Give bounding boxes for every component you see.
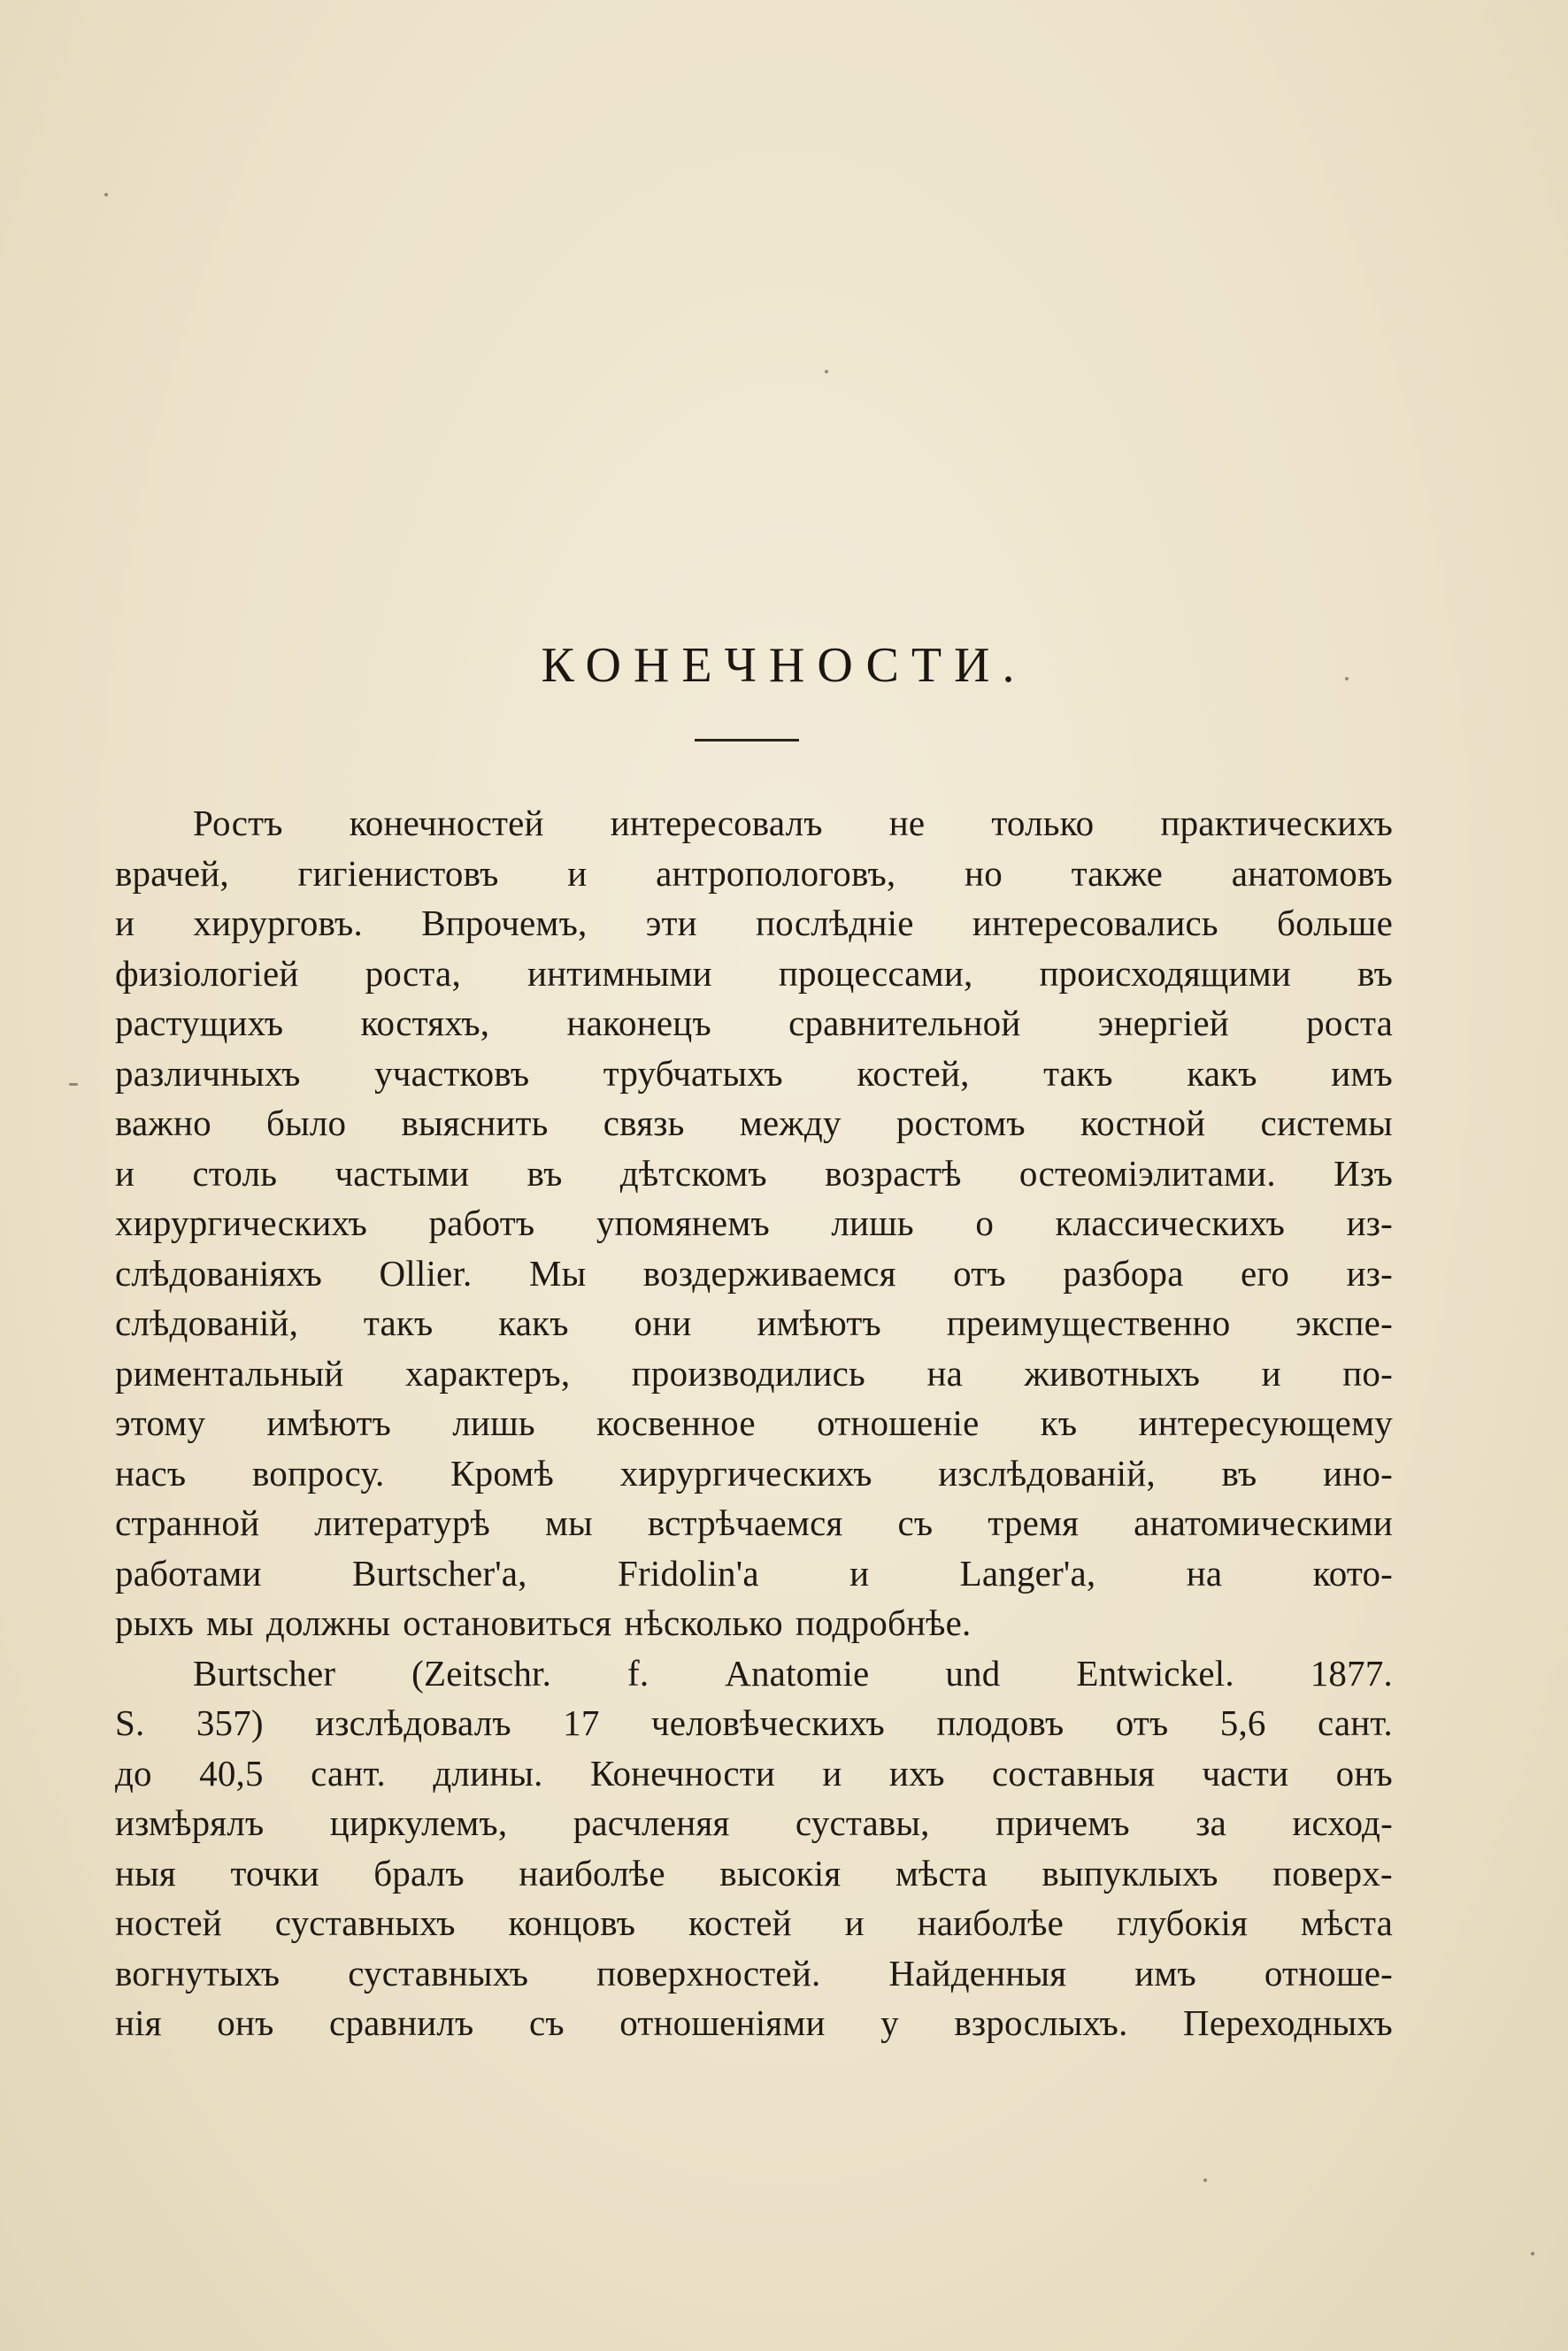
text-line [115,1498,1393,1548]
chapter-title: КОНЕЧНОСТИ. [541,638,1027,693]
word: хирурговъ. [193,903,363,943]
word: должны [265,1602,391,1643]
text-line [115,998,1393,1049]
word: ростомъ [895,1103,1026,1143]
word: также [1071,852,1164,894]
word: конечностей [349,803,544,843]
paper-speck [104,193,108,196]
word: и [567,852,588,894]
word: und [945,1652,1001,1694]
word: но [965,852,1003,894]
word: поверх- [1272,1852,1393,1894]
word: отношеніе [817,1402,980,1443]
word: роста, [365,952,461,994]
word: какъ [1187,1052,1257,1094]
word: из- [1346,1252,1393,1294]
word: къ [1040,1402,1078,1443]
word: такъ [1043,1052,1113,1094]
word: анатомическими [1134,1502,1393,1543]
text-line [115,949,1393,999]
word: костной [1080,1103,1206,1143]
word: Ollier. [379,1252,473,1294]
word: онъ [217,2002,274,2043]
word: и [115,1152,135,1194]
word: различныхъ [115,1052,301,1094]
word: частыми [334,1152,470,1194]
paper-speck [825,370,828,373]
word: Fridolin'а [618,1552,759,1594]
word: литературѣ [314,1502,490,1543]
word: такъ [363,1302,434,1343]
word: больше [1277,903,1393,943]
word: лишь [452,1402,535,1443]
word: и [822,1752,842,1794]
word: въ [1357,952,1393,994]
word: въ [527,1152,563,1194]
word: и [1261,1352,1281,1394]
word: трубчатыхъ [603,1052,783,1094]
word: изслѣдовалъ [315,1702,511,1743]
word: хирургическихъ [115,1202,367,1243]
word: сант. [311,1752,386,1794]
word: характеръ, [404,1352,571,1394]
word: практическихъ [1160,803,1393,843]
word: S. [115,1702,145,1743]
word: преимущественно [946,1302,1231,1343]
word: хирургическихъ [619,1452,872,1494]
word: мы [544,1502,593,1543]
word: онъ [1335,1752,1393,1794]
word: производились [631,1352,865,1394]
word: сравнительной [788,1003,1021,1043]
word: Langer'а, [959,1552,1096,1594]
word: части [1202,1752,1289,1794]
title-rule [695,739,799,741]
word: о [975,1202,995,1243]
word: энергіей [1097,1003,1229,1043]
word: ихъ [888,1752,945,1794]
word: причемъ [995,1802,1130,1843]
text-line [115,849,1393,899]
word: воздерживаемся [642,1252,896,1294]
word: было [266,1103,347,1143]
text-line [115,1598,1393,1648]
word: по- [1342,1352,1393,1394]
word: между [739,1103,842,1143]
text-line [115,1149,1393,1199]
reverse-side-bleed-through [1044,124,1433,411]
word: суставы, [795,1802,930,1843]
word: Burtscher'а, [352,1552,527,1594]
text-line [115,898,1393,949]
word: Переходныхъ [1183,2002,1393,2043]
word: отноше- [1264,1952,1393,1994]
word: интересующему [1138,1402,1393,1443]
word: насъ [115,1452,187,1494]
word: отношеніями [619,2002,826,2043]
word: Впрочемъ, [421,903,588,943]
word: отъ [1115,1702,1169,1743]
word: человѣческихъ [650,1702,885,1743]
text-line [115,1898,1393,1948]
word: до [115,1752,152,1794]
word: и [115,903,135,943]
word: косвенное [596,1402,756,1443]
word: наконецъ [566,1003,711,1043]
word: участковъ [374,1052,530,1094]
word: (Zeitschr. [411,1652,552,1694]
word: расчленяя [573,1802,730,1843]
word: въ [1221,1452,1257,1494]
word: какъ [498,1302,569,1343]
text-line [115,1798,1393,1848]
word: важно [115,1103,211,1143]
word: интересовалъ [610,803,823,843]
word: дѣтскомъ [619,1152,767,1194]
word: имъ [1331,1052,1393,1094]
text-line [115,1698,1393,1748]
word: исход- [1292,1802,1393,1843]
word: остеоміэлитами. [1018,1152,1276,1194]
word: ныя [115,1852,176,1894]
word: имѣютъ [266,1402,391,1443]
text-line [115,1298,1393,1348]
word: мѣста [895,1852,988,1894]
word: циркулемъ, [329,1802,508,1843]
text-line [115,1348,1393,1399]
word: костей, [857,1052,970,1094]
word: слѣдованій, [115,1302,299,1343]
word: не [888,803,926,843]
word: измѣрялъ [115,1802,265,1843]
word: поверхностей. [596,1952,821,1994]
text-line [115,1098,1393,1149]
word: системы [1260,1103,1393,1143]
word: этому [115,1402,206,1443]
word: имѣютъ [757,1302,881,1343]
word: выяснить [401,1103,549,1143]
paper-speck [1345,677,1349,680]
word: костей [688,1902,792,1943]
text-line [115,798,1393,849]
word: Burtscher [193,1652,336,1694]
word: тремя [988,1502,1080,1543]
word: составныя [991,1752,1156,1794]
word: и [849,1552,870,1594]
word: концовъ [508,1902,636,1943]
word: работъ [428,1202,535,1243]
word: из- [1346,1202,1393,1243]
word: 5,6 [1219,1702,1266,1743]
word: его [1241,1252,1290,1294]
word: Entwickel. [1076,1652,1234,1694]
word: глубокія [1116,1902,1249,1943]
word: Конечности [589,1752,776,1794]
word: f. [626,1652,649,1694]
word: ностей [115,1902,222,1943]
word: сант. [1317,1702,1393,1743]
word: послѣдніе [756,903,914,943]
paper-speck [1203,2178,1207,2182]
word: суставныхъ [274,1902,456,1943]
word: 17 [563,1702,600,1743]
word: наиболѣе [519,1852,665,1894]
word: наиболѣе [917,1902,1065,1943]
word: суставныхъ [348,1952,529,1994]
text-line [115,1198,1393,1248]
word: вогнутыхъ [115,1952,281,1994]
word: имъ [1134,1952,1196,1994]
word: и [844,1902,865,1943]
text-line [115,1049,1393,1099]
word: ино- [1323,1452,1393,1494]
word: эти [645,903,697,943]
word: бралъ [373,1852,465,1894]
word: растущихъ [115,1003,284,1043]
word: 1877. [1310,1652,1393,1694]
word: на [1186,1552,1223,1594]
word: врачей, [115,852,229,894]
word: разбора [1063,1252,1184,1294]
body-text [115,798,1393,2048]
word: лишь [831,1202,914,1243]
word: подробнѣе. [795,1602,972,1643]
word: выпуклыхъ [1041,1852,1218,1894]
word: мы [206,1602,254,1643]
word: кото- [1312,1552,1393,1594]
word: Ростъ [193,803,283,843]
word: у [880,2002,899,2043]
word: анатомовъ [1231,852,1393,894]
word: физіологіей [115,952,299,994]
word: взрослыхъ. [954,2002,1128,2043]
word: гигіенистовъ [297,852,499,894]
word: 40,5 [199,1752,264,1794]
word: плодовъ [936,1702,1065,1743]
text-line [115,1848,1393,1899]
word: сравнилъ [329,2002,474,2043]
word: возрастѣ [825,1152,962,1194]
word: классическихъ [1055,1202,1286,1243]
word: только [991,803,1095,843]
word: упомянемъ [596,1202,770,1243]
word: интимными [527,952,712,994]
text-line [115,1248,1393,1299]
word: процессами, [778,952,973,994]
word: остановиться [403,1602,612,1643]
word: нѣсколько [624,1602,783,1643]
word: животныхъ [1024,1352,1201,1394]
text-line [115,1648,1393,1699]
word: точки [230,1852,319,1894]
word: мѣста [1300,1902,1393,1943]
word: происходящими [1039,952,1291,994]
word: Изъ [1334,1152,1393,1194]
word: высокія [719,1852,842,1894]
word: связь [603,1103,685,1143]
word: съ [897,1502,934,1543]
word: рыхъ [115,1602,194,1643]
word: слѣдованіяхъ [115,1252,323,1294]
word: костяхъ, [360,1003,490,1043]
text-line [115,1398,1393,1448]
word: 357) [196,1702,264,1743]
word: Найденныя [888,1952,1067,1994]
word: интересовались [972,903,1218,943]
word: роста [1306,1003,1393,1043]
word: на [926,1352,963,1394]
word: встрѣчаемся [647,1502,843,1543]
word: Кромѣ [450,1452,554,1494]
word: они [634,1302,692,1343]
text-line [115,1448,1393,1499]
word: странной [115,1502,260,1543]
word: риментальный [115,1352,344,1394]
paper-speck [1531,2252,1534,2255]
word: за [1195,1802,1226,1843]
word: нія [115,2002,162,2043]
word: столь [192,1152,278,1194]
word: вопросу. [252,1452,385,1494]
word: экспе- [1295,1302,1393,1343]
word: длины. [433,1752,543,1794]
text-line [115,1948,1393,1999]
word: Мы [528,1252,587,1294]
word: съ [528,2002,565,2043]
word: работами [115,1552,262,1594]
text-line [115,1548,1393,1599]
word: антропологовъ, [656,852,896,894]
paper-speck [69,1083,78,1086]
word: изслѣдованій, [938,1452,1156,1494]
text-line [115,1748,1393,1799]
word: отъ [953,1252,1006,1294]
text-line [115,1998,1393,2048]
word: Anatomie [725,1652,870,1694]
